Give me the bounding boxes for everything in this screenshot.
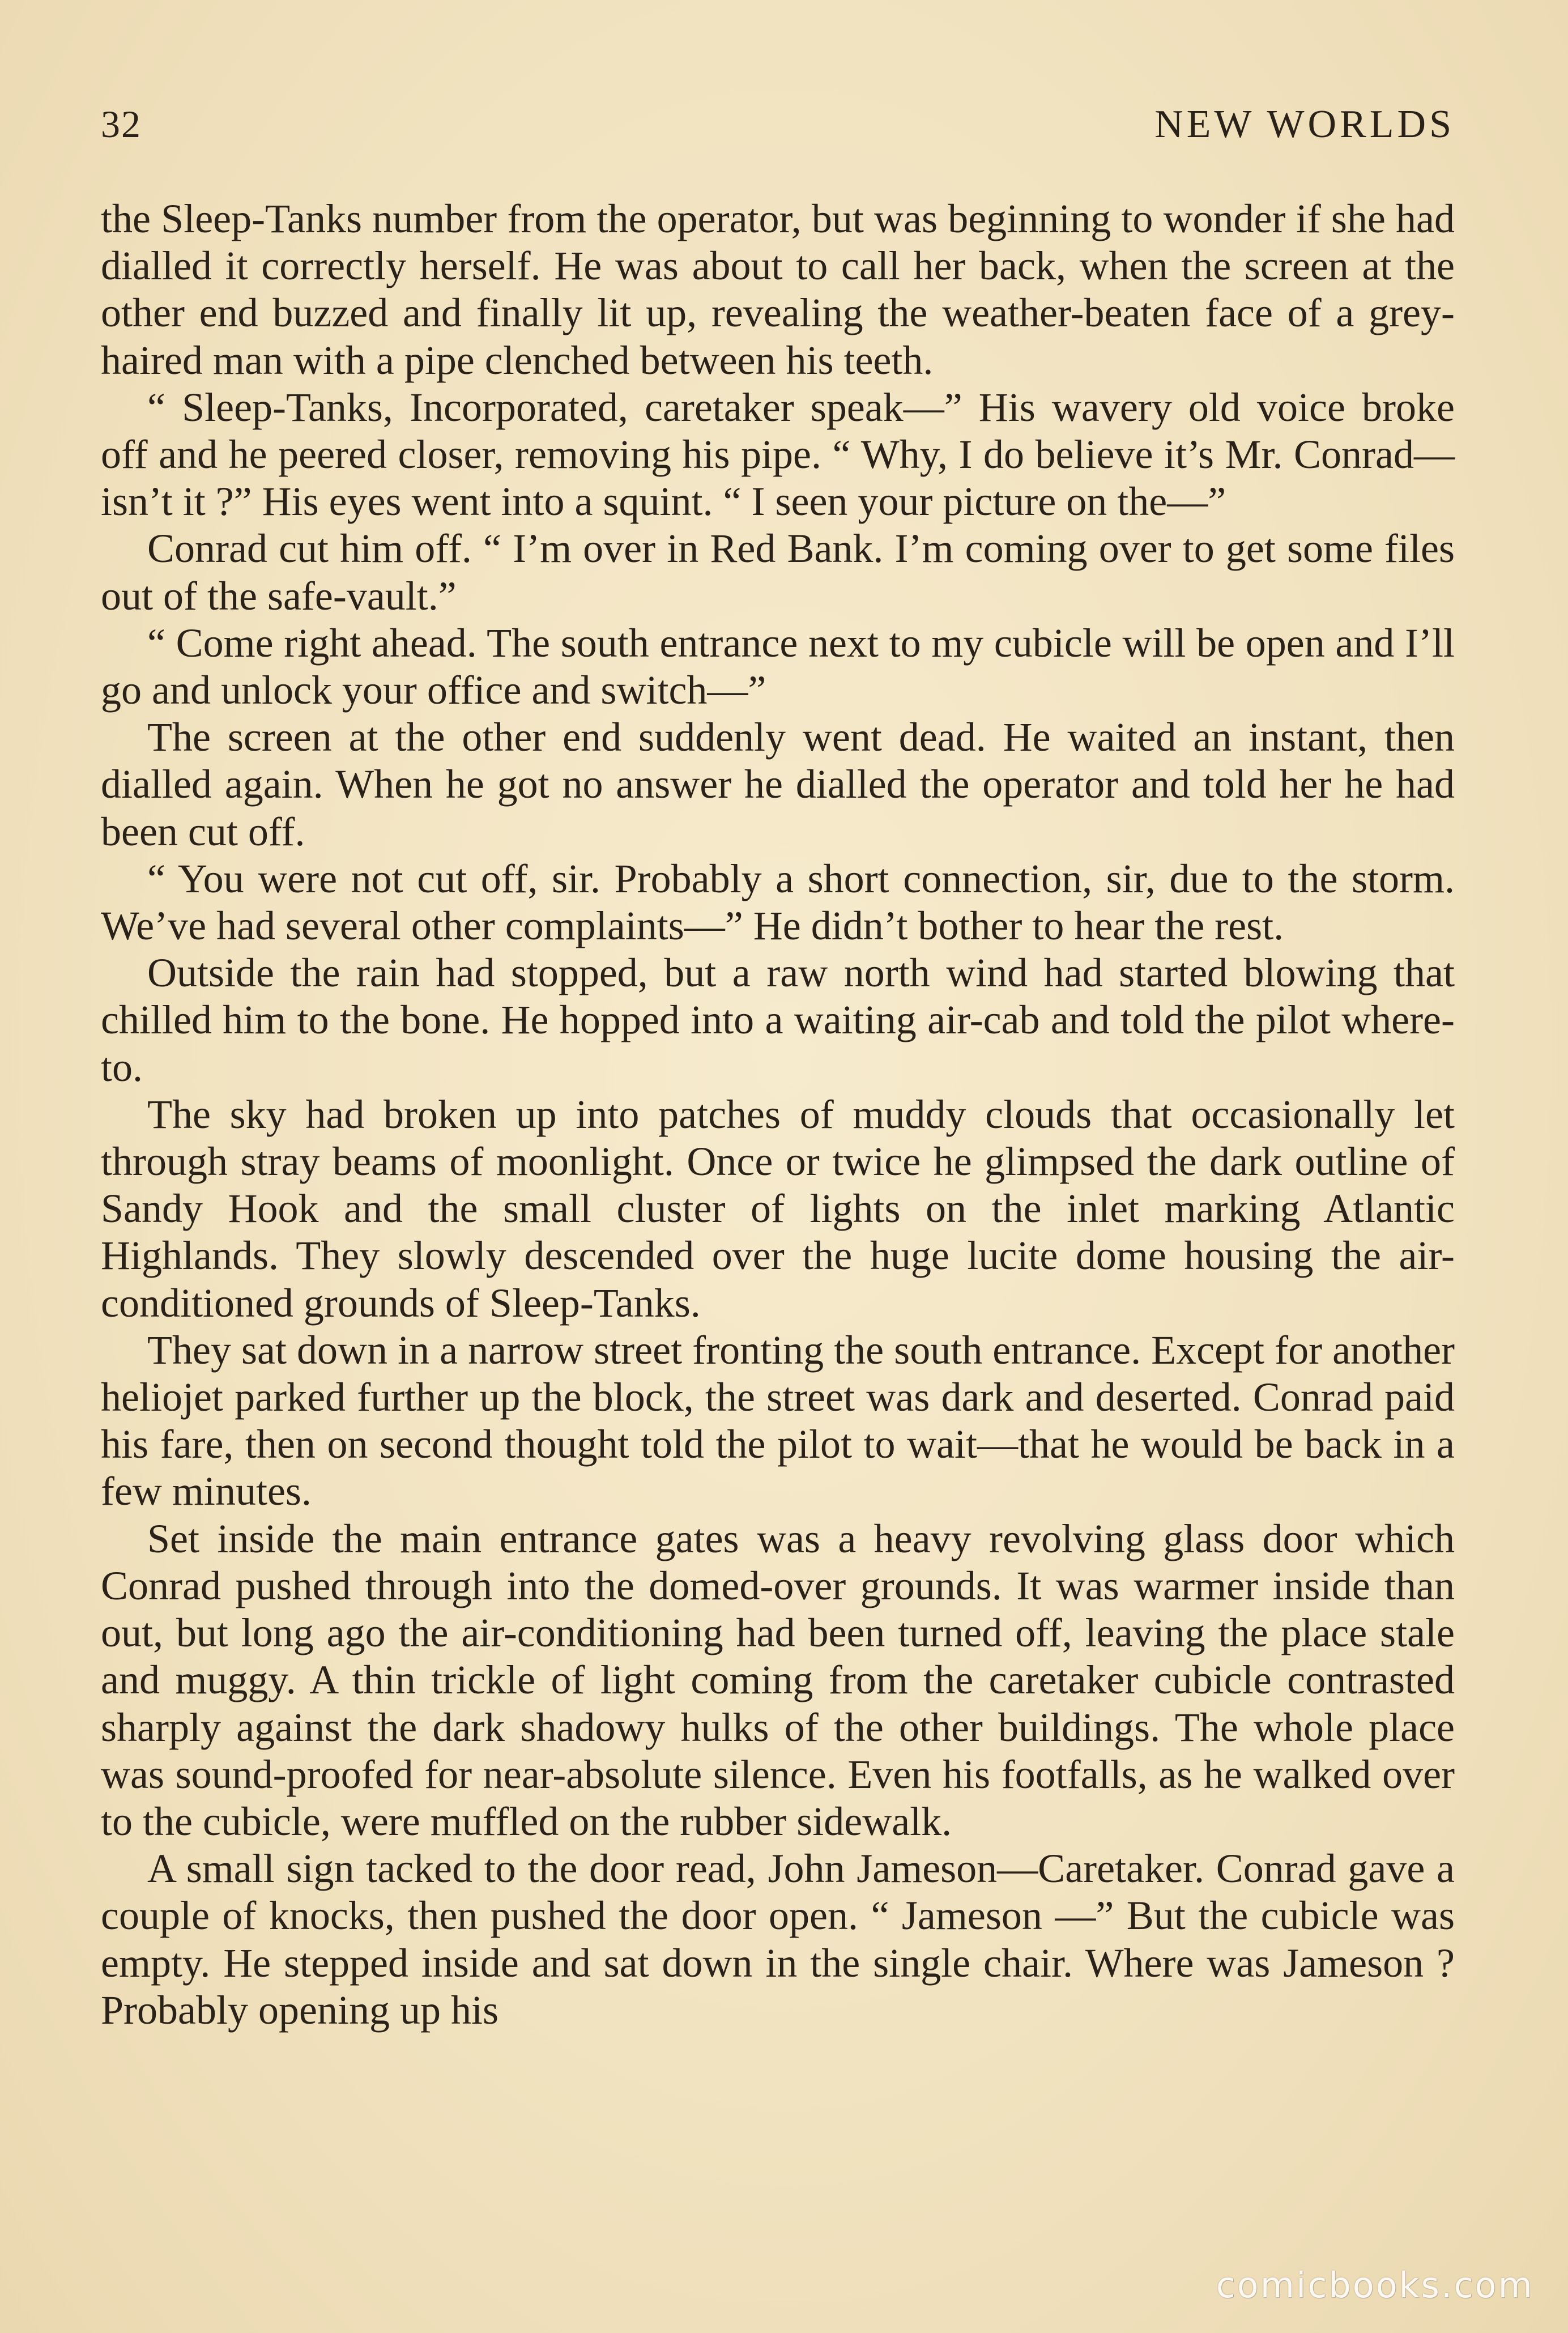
paragraph: “ Come right ahead. The south entrance next to my cubicle will be open and I’ll go and unlock your office and switch—” xyxy=(101,620,1455,713)
paragraph: The sky had broken up into patches of muddy clouds that occasionally let through stray beams of moonlight. Once or twice he glimpsed the dark outline of Sandy Hook and the small cluster of lights on the inlet marking Atlantic Highlands. They slowly descended over the huge lucite dome housing the air-conditioned grounds of Sleep-Tanks. xyxy=(101,1091,1455,1326)
paragraph: Outside the rain had stopped, but a raw north wind had started blowing that chilled him to the bone. He hopped into a waiting air-cab and told the pilot where-to. xyxy=(101,950,1455,1090)
paragraph: Conrad cut him off. “ I’m over in Red Bank. I’m coming over to get some files out of the safe-vault.” xyxy=(101,526,1455,619)
paragraph: They sat down in a narrow street fronting the south entrance. Except for another heliojet parked further up the block, the street was dark and deserted. Conrad paid his fare, then on second thought told the pilot to wait—that he would be back in a few minutes. xyxy=(101,1327,1455,1514)
paragraph: “ You were not cut off, sir. Probably a short connection, sir, due to the storm. We’ve had several other complaints—” He didn’t bother to hear the rest. xyxy=(101,855,1455,949)
page-header xyxy=(101,102,1455,153)
paragraph: A small sign tacked to the door read, John Jameson—Caretaker. Conrad gave a couple of knocks, then pushed the door open. “ Jameson —” But the cubicle was empty. He stepped inside and sat down in the single chair. Where was Jameson ? Probably opening up his xyxy=(101,1846,1455,2033)
paragraph: the Sleep-Tanks number from the operator, but was beginning to wonder if she had dialled it correctly herself. He was about to call her back, when the screen at the other end buzzed and finally lit up, revealing the weather-beaten face of a grey-haired man with a pipe clenched between his teeth. xyxy=(101,196,1455,383)
paragraph: Set inside the main entrance gates was a heavy revolving glass door which Conrad pushed through into the domed-over grounds. It was warmer inside than out, but long ago the air-conditioning had been turned off, leaving the place stale and muggy. A thin trickle of light coming from the caretaker cubicle contrasted sharply against the dark shadowy hulks of the other buildings. The whole place was sound-proofed for near-absolute silence. Even his footfalls, as he walked over to the cubicle, were muffled on the rubber sidewalk. xyxy=(101,1515,1455,1844)
paragraph: The screen at the other end suddenly went dead. He waited an instant, then dialled again. When he got no answer he dialled the operator and told her he had been cut off. xyxy=(101,714,1455,854)
running-head: NEW WORLDS xyxy=(1154,103,1455,146)
watermark: comicbooks.com xyxy=(1216,2264,1534,2306)
body-text xyxy=(101,195,1455,2034)
paragraph: “ Sleep-Tanks, Incorporated, caretaker speak—” His wavery old voice broke off and he peered closer, removing his pipe. “ Why, I do believe it’s Mr. Conrad—isn’t it ?” His eyes went into a squint. “ I seen your picture on the—” xyxy=(101,384,1455,525)
page-number: 32 xyxy=(101,103,142,146)
